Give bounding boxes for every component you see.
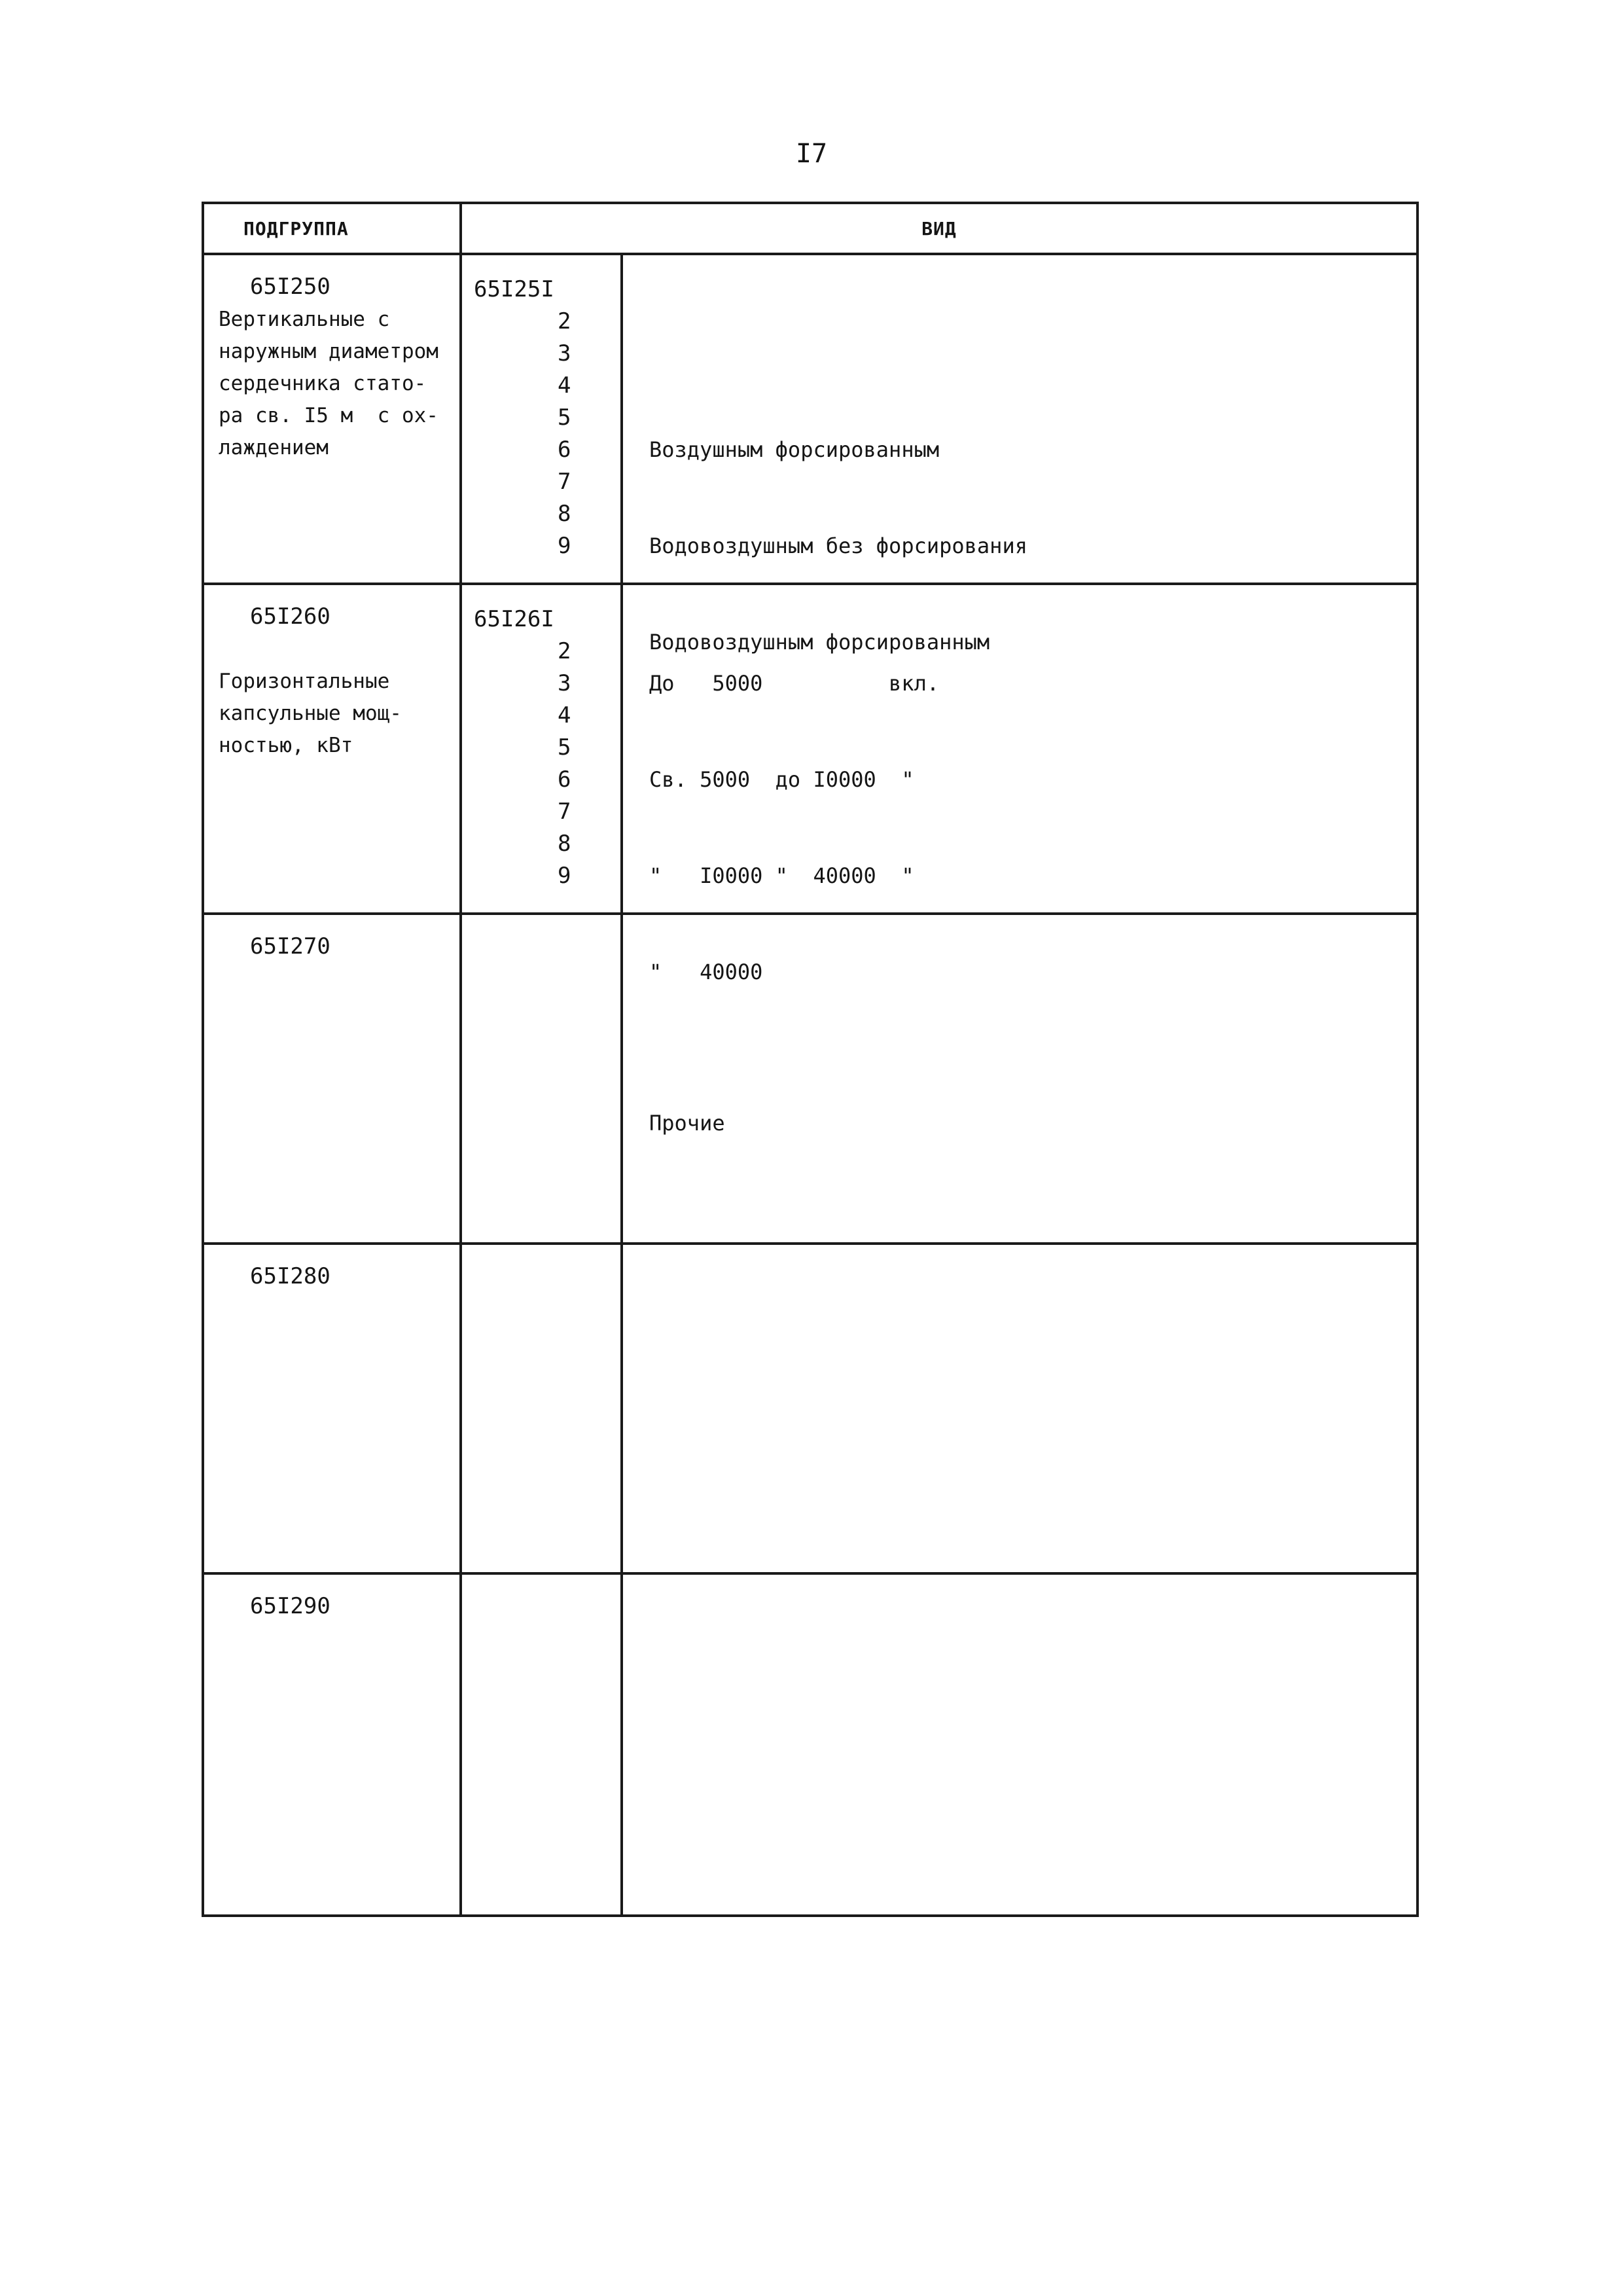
table-row <box>204 915 1416 1242</box>
vid-code: 9 <box>558 863 571 889</box>
vid-description: Водовоздушным без форсирования <box>649 533 1027 558</box>
header-subgroup: ПОДГРУППА <box>243 217 349 240</box>
subgroup-code: 65I270 <box>250 933 330 960</box>
subgroup-code: 65I280 <box>250 1263 330 1289</box>
subgroup-code: 65I290 <box>250 1593 330 1619</box>
vid-description: Водовоздушным форсированным <box>649 630 990 655</box>
vid-code: 3 <box>558 340 571 367</box>
vid-code-list <box>474 274 605 562</box>
vid-code: 2 <box>558 638 571 664</box>
vid-description: До 5000 вкл. <box>649 671 940 696</box>
vid-code: 65I25I <box>474 276 554 302</box>
classification-table <box>202 202 1419 1917</box>
vid-code: 4 <box>558 702 571 728</box>
subgroup-code: 65I260 <box>250 603 330 630</box>
vid-code: 8 <box>558 501 571 527</box>
vid-description: Св. 5000 до I0000 " <box>649 767 914 792</box>
vid-description: Воздушным форсированным <box>649 437 940 462</box>
subgroup-description: Вертикальные с наружным диаметром сердечника стато- ра св. I5 м с ох- лаждением <box>219 308 438 459</box>
vid-code: 2 <box>558 308 571 334</box>
vid-code: 7 <box>558 798 571 825</box>
vid-code: 9 <box>558 533 571 559</box>
vid-code: 6 <box>558 766 571 793</box>
vid-code: 7 <box>558 469 571 495</box>
vid-code-list <box>474 603 605 892</box>
vid-description: " I0000 " 40000 " <box>649 863 914 888</box>
vid-description: Прочие <box>649 1111 725 1136</box>
vid-description <box>649 338 1027 370</box>
vid-code: 4 <box>558 372 571 399</box>
subgroup-description: Горизонтальные капсульные мощ- ностью, кВт <box>219 670 402 757</box>
vid-description: " 40000 <box>649 960 763 984</box>
header-vid: ВИД <box>921 217 957 240</box>
subgroup-code: 65I250 <box>250 274 330 300</box>
page-number: I7 <box>795 139 828 169</box>
vid-code: 8 <box>558 831 571 857</box>
table-row <box>204 1245 1416 1572</box>
vid-code: 3 <box>558 670 571 696</box>
table-row <box>204 1575 1416 1902</box>
vid-code: 6 <box>558 437 571 463</box>
vid-code: 65I26I <box>474 606 554 632</box>
vid-code: 5 <box>558 734 571 761</box>
vid-code: 5 <box>558 404 571 431</box>
